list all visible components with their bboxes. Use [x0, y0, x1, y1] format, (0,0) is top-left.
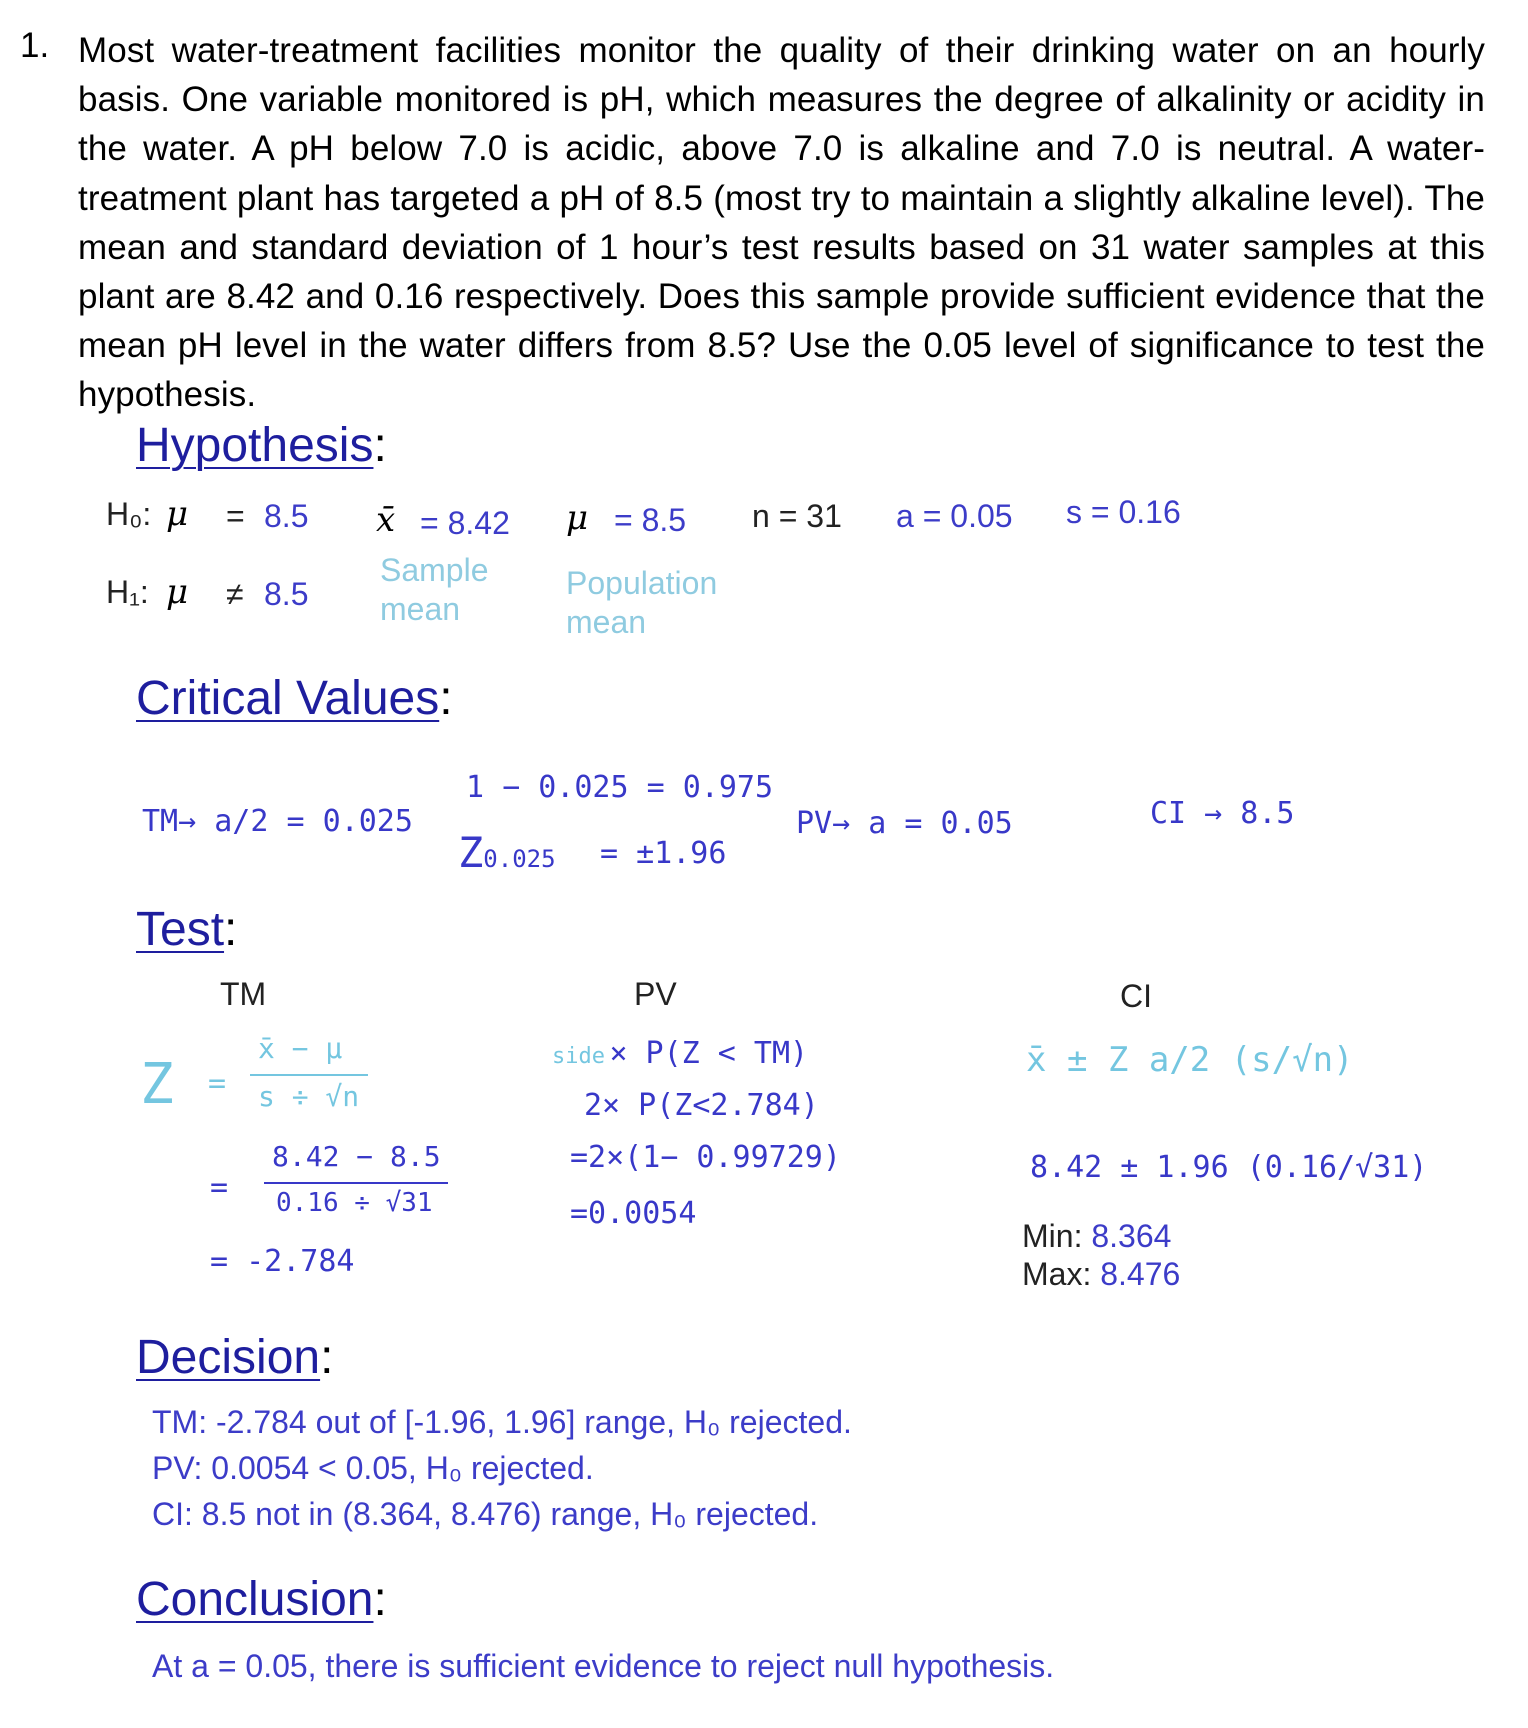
h1-value: 8.5: [264, 576, 309, 612]
decision-heading: Decision:: [136, 1331, 334, 1384]
alpha-value: a = 0.05: [896, 498, 1013, 534]
ci-max: Max: 8.476: [1022, 1256, 1181, 1292]
z-critical-label: Z0.025: [458, 828, 556, 877]
test-heading: Test:: [136, 903, 238, 956]
calc-equals: =: [210, 1170, 229, 1205]
mu-note-line1: Population: [566, 565, 718, 601]
critical-values-heading: Critical Values:: [136, 672, 453, 725]
tm-critical-expression: TM→ a/2 = 0.025: [142, 804, 413, 839]
z-formula-fraction-bar: [250, 1074, 368, 1076]
z-statistic-symbol: Z: [140, 1052, 174, 1117]
pv-line-1: side × P(Z < TM): [552, 1036, 809, 1071]
z-critical-value: = ±1.96: [600, 836, 727, 871]
calc-numerator: 8.42 − 8.5: [272, 1140, 441, 1173]
h1-mu-symbol: μ: [166, 572, 189, 612]
ci-min: Min: 8.364: [1022, 1218, 1172, 1254]
calc-fraction-bar: [264, 1182, 448, 1184]
h1-label: H₁:: [106, 574, 149, 610]
pv-line-2: 2× P(Z<2.784): [584, 1088, 819, 1123]
one-minus-alpha-half: 1 − 0.025 = 0.975: [466, 770, 774, 805]
pv-line-4: =0.0054: [570, 1196, 697, 1231]
mu-value: = 8.5: [614, 502, 687, 538]
n-value: n = 31: [752, 498, 842, 534]
test-pv-label: PV: [634, 976, 677, 1012]
ci-calculation: 8.42 ± 1.96 (0.16/√31): [1030, 1150, 1428, 1185]
decision-ci: CI: 8.5 not in (8.364, 8.476) range, H₀ rejected.: [152, 1496, 819, 1532]
ci-formula: x̄ ± Z a/2 (s/√n): [1026, 1040, 1354, 1080]
test-ci-label: CI: [1120, 978, 1152, 1014]
h0-mu-symbol: μ: [166, 494, 189, 534]
h1-relation: ≠: [226, 576, 244, 612]
xbar-value: = 8.42: [420, 505, 510, 541]
h0-label: H₀:: [106, 496, 152, 532]
decision-tm: TM: -2.784 out of [-1.96, 1.96] range, H₀ rejected.: [152, 1404, 852, 1440]
hypothesis-heading: Hypothesis:: [136, 419, 387, 472]
ci-critical-expression: CI → 8.5: [1150, 796, 1295, 831]
z-equals: =: [208, 1066, 227, 1101]
z-formula-denominator: s ÷ √n: [258, 1080, 360, 1113]
s-value: s = 0.16: [1066, 494, 1181, 530]
calc-denominator: 0.16 ÷ √31: [276, 1188, 433, 1218]
z-statistic-result: = -2.784: [210, 1244, 355, 1279]
xbar-symbol: x̄: [376, 500, 396, 540]
xbar-note-line1: Sample: [380, 552, 489, 588]
conclusion-text: At a = 0.05, there is sufficient evidence to reject null hypothesis.: [152, 1648, 1055, 1684]
test-tm-label: TM: [220, 976, 267, 1012]
h0-value: 8.5: [264, 498, 309, 534]
mu-symbol: μ: [566, 498, 589, 538]
question-number: 1.: [20, 26, 50, 65]
conclusion-heading: Conclusion:: [136, 1573, 387, 1626]
z-formula-numerator: x̄ − μ: [258, 1032, 343, 1065]
decision-pv: PV: 0.0054 < 0.05, H₀ rejected.: [152, 1450, 594, 1486]
question-text: Most water-treatment facilities monitor the quality of their drinking water on an hourly basis. One variable monitored is pH, which measures the degree of alkalinity or acidity in the water. A pH below 7.0 is acidic, above 7.0 is alkaline and 7.0 is neutral. A water-treatment plant has targeted a pH of 8.5 (most try to maintain a slightly alkaline level). The mean and standard deviation of 1 hour’s test results based on 31 water samples at this plant are 8.42 and 0.16 respectively. Does this sample provide sufficient evidence that the mean pH level in the water differs from 8.5? Use the 0.05 level of significance to test the hypothesis.: [78, 31, 1485, 415]
pv-critical-expression: PV→ a = 0.05: [796, 806, 1013, 841]
h0-relation: =: [226, 498, 245, 534]
pv-line-3: =2×(1− 0.99729): [570, 1140, 841, 1175]
xbar-note-line2: mean: [380, 591, 461, 627]
mu-note-line2: mean: [566, 604, 647, 640]
